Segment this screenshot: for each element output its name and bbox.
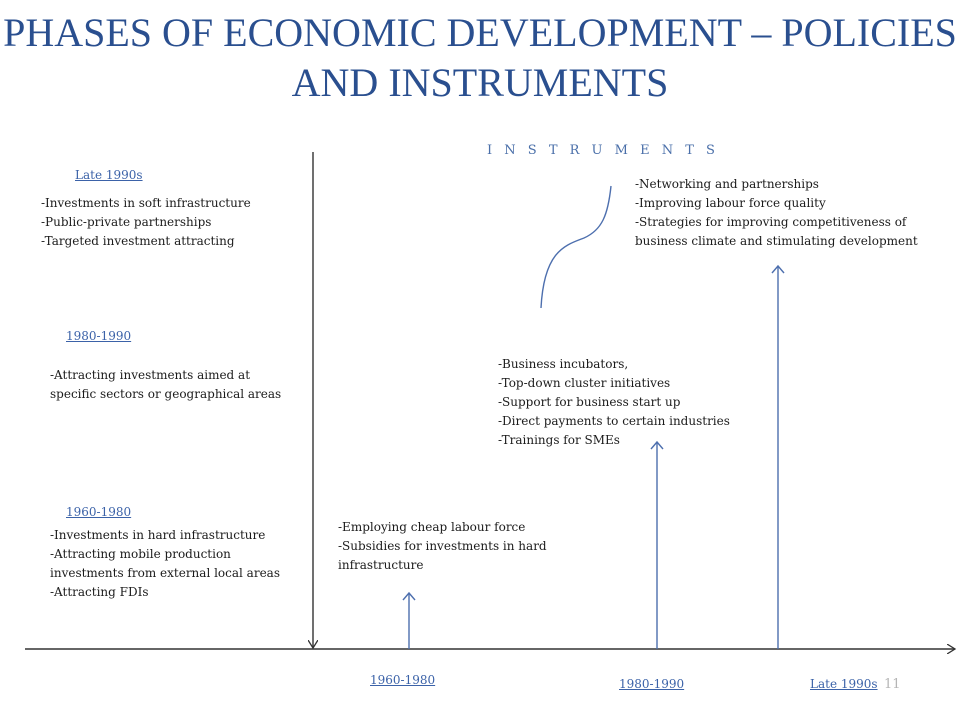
instrument-text-1980-1990: [498, 355, 730, 450]
instrument-line: -Direct payments to certain industries: [498, 414, 730, 428]
policy-text-late-1990s: [41, 194, 251, 251]
instrument-text-1960-1980: [338, 518, 547, 575]
policy-line: investments from external local areas: [50, 566, 280, 580]
instrument-line: -Subsidies for investments in hard: [338, 539, 547, 553]
instrument-period-1980-1990: 1980-1990: [619, 677, 685, 691]
policy-line: -Investments in hard infrastructure: [50, 528, 266, 542]
policy-period-1960-1980: 1960-1980: [66, 505, 132, 519]
instrument-line: -Top-down cluster initiatives: [498, 376, 671, 390]
instrument-line: -Networking and partnerships: [635, 177, 819, 191]
policy-text-1980-1990: [50, 366, 281, 404]
instrument-line: -Trainings for SMEs: [498, 433, 620, 447]
policy-period-1980-1990: 1980-1990: [66, 329, 132, 343]
instrument-line: -Employing cheap labour force: [338, 520, 526, 534]
slide-number: 11: [884, 677, 901, 692]
policy-line: -Public-private partnerships: [41, 215, 212, 229]
instrument-period-1960-1980: 1960-1980: [370, 673, 436, 687]
instruments-heading: I N S T R U M E N T S: [487, 143, 719, 158]
instrument-line: infrastructure: [338, 558, 424, 572]
decorative-curve: [541, 186, 611, 308]
instrument-period-late-1990s: Late 1990s: [810, 677, 878, 691]
policy-line: -Attracting FDIs: [50, 585, 149, 599]
policy-line: -Targeted investment attracting: [41, 234, 235, 248]
policy-text-1960-1980: [50, 526, 280, 602]
slide-title: PHASES OF ECONOMIC DEVELOPMENT – POLICIES AND INSTRUMENTS: [3, 10, 957, 105]
policy-period-late-1990s: Late 1990s: [75, 168, 143, 182]
instrument-line: -Business incubators,: [498, 357, 629, 371]
policy-line: -Investments in soft infrastructure: [41, 196, 251, 210]
policy-line: specific sectors or geographical areas: [50, 387, 282, 401]
instrument-line: business climate and stimulating development: [635, 234, 918, 248]
instrument-line: -Improving labour force quality: [635, 196, 826, 210]
instrument-line: -Support for business start up: [498, 395, 681, 409]
instrument-text-late-1990s: [635, 175, 918, 251]
instrument-line: -Strategies for improving competitiveness of: [635, 215, 907, 229]
policy-line: -Attracting mobile production: [50, 547, 231, 561]
policy-line: -Attracting investments aimed at: [50, 368, 251, 382]
